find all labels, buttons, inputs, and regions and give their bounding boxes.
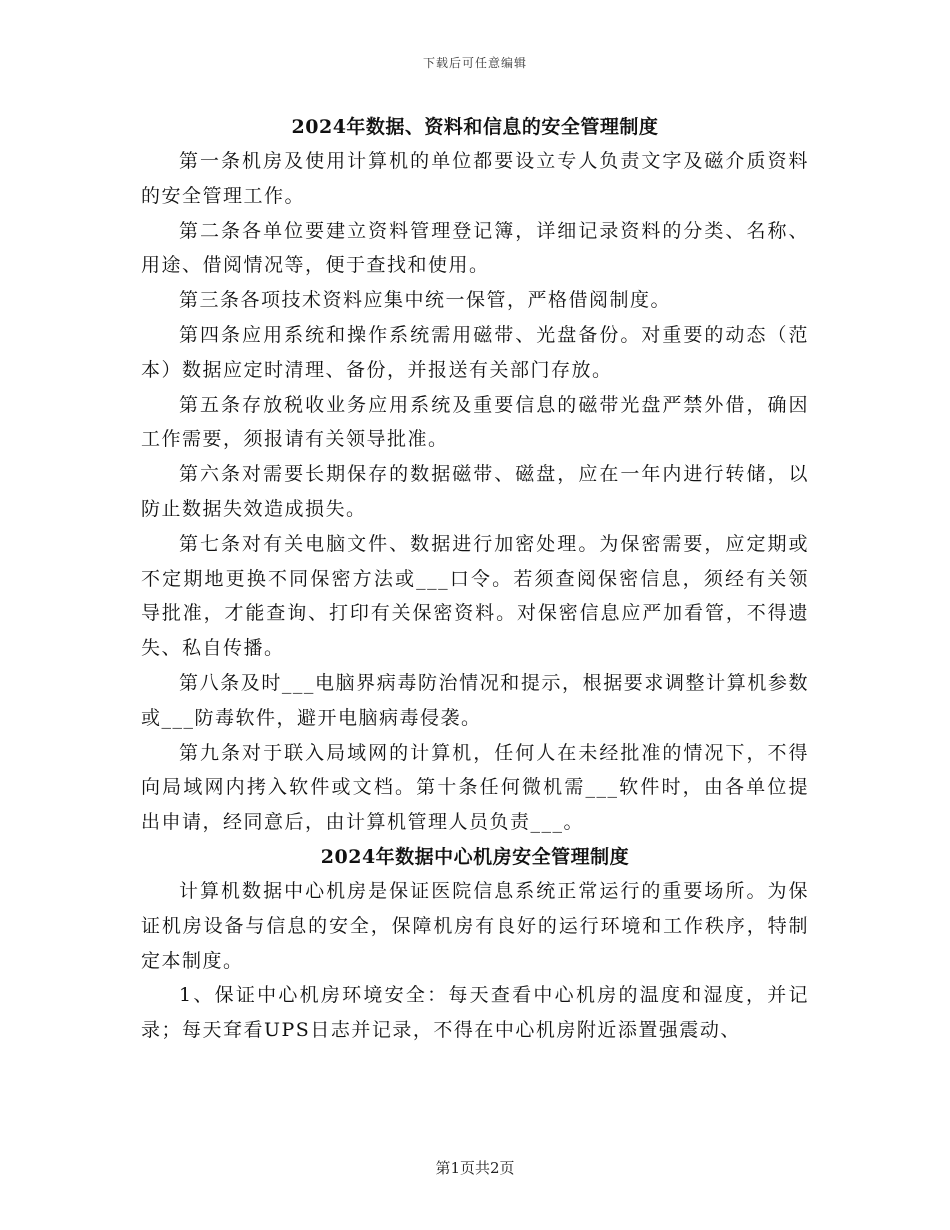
document-title-1: 2024年数据、资料和信息的安全管理制度	[291, 116, 659, 138]
article-3: 第三条各项技术资料应集中统一保管，严格借阅制度。	[179, 289, 672, 312]
article-2: 第二条各单位要建立资料管理登记簿，详细记录资料的分类、名称、用途、借阅情况等，便于查找和使用。	[141, 219, 809, 277]
article-9: 第九条对于联入局域网的计算机，任何人在未经批准的情况下，不得向局域网内拷入软件或文档。第十条任何微机需___软件时，由各单位提出申请，经同意后，由计算机管理人员负责___。	[141, 741, 809, 834]
article-8: 第八条及时___电脑界病毒防治情况和提示，根据要求调整计算机参数或___防毒软件，避开电脑病毒侵袭。	[141, 671, 809, 729]
document-title-2: 2024年数据中心机房安全管理制度	[320, 845, 630, 868]
article-5: 第五条存放税收业务应用系统及重要信息的磁带光盘严禁外借，确因工作需要，须报请有关领导批准。	[141, 393, 809, 451]
document-body	[141, 110, 809, 1048]
rule-1-paragraph: 1、保证中心机房环境安全：每天查看中心机房的温度和湿度，并记录；每天耷看UPS日志并记录，不得在中心机房附近添置强震动、	[141, 984, 809, 1042]
article-7: 第七条对有关电脑文件、数据进行加密处理。为保密需要，应定期或不定期地更换不同保密方法或___口令。若须查阅保密信息，须经有关领导批准，才能查询、打印有关保密资料。对保密信息应严加看管，不得遗失、私自传播。	[141, 532, 809, 660]
article-4: 第四条应用系统和操作系统需用磁带、光盘备份。对重要的动态（范本）数据应定时清理、备份，并报送有关部门存放。	[141, 323, 809, 381]
page-header-note: 下载后可任意编辑	[422, 56, 527, 70]
article-6: 第六条对需要长期保存的数据磁带、磁盘，应在一年内进行转储，以防止数据失效造成损失。	[141, 463, 809, 520]
intro-paragraph: 计算机数据中心机房是保证医院信息系统正常运行的重要场所。为保证机房设备与信息的安全，保障机房有良好的运行环境和工作秩序，特制定本制度。	[141, 879, 809, 972]
page-number-footer: 第1页共2页	[435, 1159, 515, 1177]
article-1: 第一条机房及使用计算机的单位都要设立专人负责文字及磁介质资料的安全管理工作。	[141, 150, 809, 207]
